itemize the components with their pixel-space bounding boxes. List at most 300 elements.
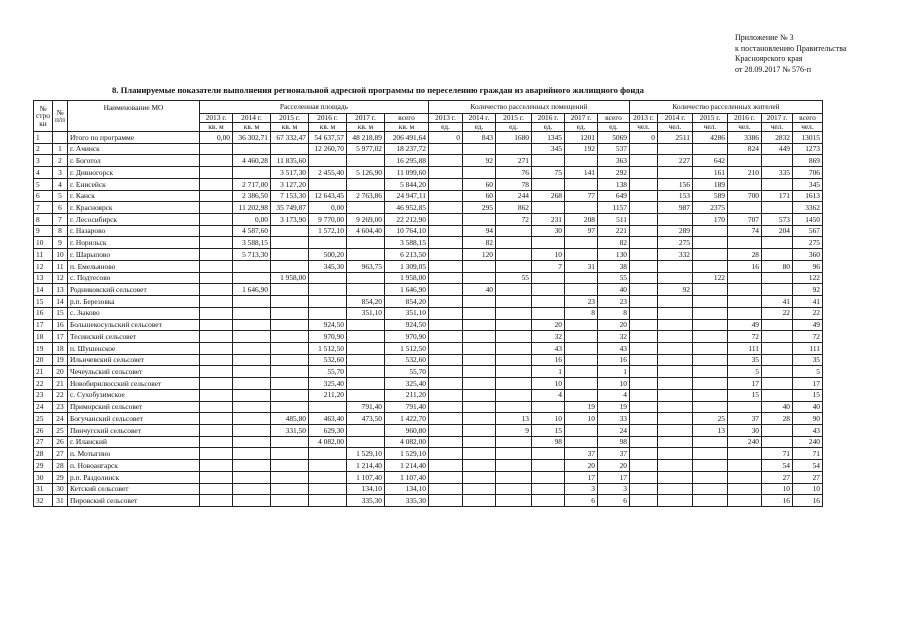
- rooms-value-cell: [428, 413, 462, 425]
- area-value-cell: [308, 495, 346, 507]
- header-unit: чел.: [761, 123, 792, 132]
- residents-value-cell: [761, 331, 792, 343]
- residents-value-cell: 54: [761, 460, 792, 472]
- table-row: [34, 237, 823, 249]
- table-row: [34, 202, 823, 214]
- area-value-cell: 55,70: [308, 366, 346, 378]
- table-row: [34, 354, 823, 366]
- residents-value-cell: 153: [657, 190, 692, 202]
- row-number-cell: 13: [34, 272, 53, 284]
- header-no-part: стро: [36, 111, 50, 121]
- rooms-value-cell: 16: [597, 354, 629, 366]
- rooms-value-cell: [495, 389, 531, 401]
- table-row: [34, 413, 823, 425]
- municipality-name-cell: г. Ачинск: [67, 143, 199, 155]
- area-value-cell: [199, 167, 232, 179]
- area-value-cell: [270, 448, 308, 460]
- area-value-cell: [199, 495, 232, 507]
- rooms-value-cell: 221: [597, 225, 629, 237]
- area-value-cell: [346, 155, 384, 167]
- rooms-value-cell: 6: [564, 495, 597, 507]
- rooms-value-cell: 94: [462, 225, 495, 237]
- pp-number-cell: 21: [53, 378, 68, 390]
- residents-value-cell: [657, 214, 692, 226]
- row-number-cell: 29: [34, 460, 53, 472]
- rooms-value-cell: [495, 483, 531, 495]
- rooms-value-cell: [428, 389, 462, 401]
- area-value-cell: [199, 143, 232, 155]
- residents-value-cell: [657, 354, 692, 366]
- residents-value-cell: 2375: [692, 202, 727, 214]
- residents-value-cell: [629, 272, 657, 284]
- municipality-name-cell: п. Мотыгино: [67, 448, 199, 460]
- residents-value-cell: 30: [727, 424, 761, 436]
- residents-value-cell: [692, 249, 727, 261]
- header-unit: кв. м: [232, 123, 270, 132]
- residents-value-cell: [761, 342, 792, 354]
- area-value-cell: [232, 471, 270, 483]
- appendix-line-4: от 28.09.2017 № 576-п: [735, 64, 811, 74]
- rooms-value-cell: [428, 237, 462, 249]
- rooms-value-cell: [462, 483, 495, 495]
- row-number-cell: 19: [34, 342, 53, 354]
- residents-value-cell: 2832: [761, 132, 792, 144]
- residents-value-cell: [727, 448, 761, 460]
- document-title: 8. Планируемые показатели выполнения региональной адресной программы по переселению граждан из аварийного жилищного фонда: [112, 85, 644, 95]
- residents-value-cell: 642: [692, 155, 727, 167]
- pp-number-cell: 2: [53, 155, 68, 167]
- rooms-value-cell: [428, 167, 462, 179]
- residents-value-cell: [629, 155, 657, 167]
- residents-value-cell: [761, 378, 792, 390]
- area-value-cell: [270, 366, 308, 378]
- table-row: [34, 272, 823, 284]
- municipality-name-cell: г. Лесосибирск: [67, 214, 199, 226]
- header-year: 2015 г.: [495, 114, 531, 123]
- residents-value-cell: [629, 342, 657, 354]
- residents-value-cell: [692, 401, 727, 413]
- residents-value-cell: 17: [792, 378, 822, 390]
- residents-value-cell: 111: [727, 342, 761, 354]
- header-pp-part: п/п: [55, 115, 65, 124]
- municipality-name-cell: г. Канск: [67, 190, 199, 202]
- residents-value-cell: [692, 448, 727, 460]
- area-value-cell: 473,50: [346, 413, 384, 425]
- area-value-cell: [232, 483, 270, 495]
- rooms-value-cell: [462, 389, 495, 401]
- area-value-cell: 1 422,70: [384, 413, 428, 425]
- area-value-cell: 54 637,57: [308, 132, 346, 144]
- area-value-cell: [346, 354, 384, 366]
- area-value-cell: 1 214,40: [384, 460, 428, 472]
- residents-value-cell: [761, 202, 792, 214]
- header-unit: ед.: [495, 123, 531, 132]
- appendix-line-1: Приложение № 3: [735, 33, 794, 42]
- table-row: [34, 260, 823, 272]
- municipality-name-cell: г. Красноярск: [67, 202, 199, 214]
- pp-number-cell: 19: [53, 354, 68, 366]
- area-value-cell: 36 302,71: [232, 132, 270, 144]
- rooms-value-cell: [495, 401, 531, 413]
- rooms-value-cell: [495, 448, 531, 460]
- header-unit: чел.: [792, 123, 822, 132]
- residents-value-cell: [727, 155, 761, 167]
- rooms-value-cell: [564, 319, 597, 331]
- residents-value-cell: [761, 284, 792, 296]
- rooms-value-cell: 32: [531, 331, 564, 343]
- area-value-cell: [270, 284, 308, 296]
- rooms-value-cell: [531, 307, 564, 319]
- area-value-cell: [199, 424, 232, 436]
- area-value-cell: [199, 413, 232, 425]
- rooms-value-cell: 82: [462, 237, 495, 249]
- area-value-cell: [232, 143, 270, 155]
- rooms-value-cell: [428, 483, 462, 495]
- area-value-cell: [199, 178, 232, 190]
- residents-value-cell: 345: [792, 178, 822, 190]
- pp-number-cell: 6: [53, 202, 68, 214]
- area-value-cell: [346, 284, 384, 296]
- rooms-value-cell: 1345: [531, 132, 564, 144]
- rooms-value-cell: [531, 202, 564, 214]
- rooms-value-cell: 1201: [564, 132, 597, 144]
- rooms-value-cell: [462, 401, 495, 413]
- area-value-cell: [270, 331, 308, 343]
- area-value-cell: 1 512,50: [308, 342, 346, 354]
- rooms-value-cell: 8: [597, 307, 629, 319]
- rooms-value-cell: 30: [531, 225, 564, 237]
- residents-value-cell: [629, 389, 657, 401]
- area-value-cell: 46 952,85: [384, 202, 428, 214]
- rooms-value-cell: [564, 378, 597, 390]
- residents-value-cell: 13015: [792, 132, 822, 144]
- rooms-value-cell: [428, 284, 462, 296]
- rooms-value-cell: [462, 436, 495, 448]
- area-value-cell: 11 202,98: [232, 202, 270, 214]
- rooms-value-cell: [495, 471, 531, 483]
- residents-value-cell: [761, 319, 792, 331]
- area-value-cell: 211,20: [308, 389, 346, 401]
- rooms-value-cell: [428, 471, 462, 483]
- area-value-cell: 5 977,02: [346, 143, 384, 155]
- row-number-cell: 23: [34, 389, 53, 401]
- residents-value-cell: 3362: [792, 202, 822, 214]
- residents-value-cell: [629, 413, 657, 425]
- residents-value-cell: [629, 366, 657, 378]
- residents-value-cell: [692, 237, 727, 249]
- rooms-value-cell: 120: [462, 249, 495, 261]
- residents-value-cell: 72: [792, 331, 822, 343]
- header-year: всего: [792, 114, 822, 123]
- rooms-value-cell: 60: [462, 178, 495, 190]
- rooms-value-cell: 5069: [597, 132, 629, 144]
- header-unit: кв. м: [308, 123, 346, 132]
- area-value-cell: [199, 460, 232, 472]
- residents-value-cell: 275: [792, 237, 822, 249]
- residents-value-cell: [629, 143, 657, 155]
- rooms-value-cell: [531, 471, 564, 483]
- row-number-cell: 31: [34, 483, 53, 495]
- rooms-value-cell: 43: [531, 342, 564, 354]
- row-number-cell: 10: [34, 237, 53, 249]
- rooms-value-cell: [495, 354, 531, 366]
- residents-value-cell: [657, 436, 692, 448]
- rooms-value-cell: 97: [564, 225, 597, 237]
- header-year: 2013 г.: [199, 114, 232, 123]
- residents-value-cell: [629, 214, 657, 226]
- residents-value-cell: 706: [792, 167, 822, 179]
- pp-number-cell: 25: [53, 424, 68, 436]
- rooms-value-cell: 77: [564, 190, 597, 202]
- table-row: [34, 143, 823, 155]
- pp-number-cell: 7: [53, 214, 68, 226]
- area-value-cell: 22 212,90: [384, 214, 428, 226]
- header-unit: ед.: [531, 123, 564, 132]
- rooms-value-cell: [428, 424, 462, 436]
- residents-value-cell: [692, 225, 727, 237]
- area-value-cell: [346, 331, 384, 343]
- pp-number-cell: 5: [53, 190, 68, 202]
- area-value-cell: 351,10: [346, 307, 384, 319]
- area-value-cell: 211,20: [384, 389, 428, 401]
- appendix-line-2: к постановлению Правительства: [735, 43, 847, 53]
- municipality-name-cell: Пинчугский сельсовет: [67, 424, 199, 436]
- residents-value-cell: [629, 331, 657, 343]
- area-value-cell: 854,20: [384, 296, 428, 308]
- residents-value-cell: [692, 354, 727, 366]
- rooms-value-cell: [428, 460, 462, 472]
- rooms-value-cell: [564, 178, 597, 190]
- area-value-cell: [346, 389, 384, 401]
- residents-value-cell: 28: [727, 249, 761, 261]
- rooms-value-cell: [531, 448, 564, 460]
- rooms-value-cell: [564, 354, 597, 366]
- rooms-value-cell: 33: [597, 413, 629, 425]
- rooms-value-cell: 208: [564, 214, 597, 226]
- residents-value-cell: 15: [727, 389, 761, 401]
- header-year: 2013 г.: [428, 114, 462, 123]
- rooms-value-cell: [428, 354, 462, 366]
- rooms-value-cell: [462, 342, 495, 354]
- rooms-value-cell: [462, 460, 495, 472]
- area-value-cell: [270, 483, 308, 495]
- rooms-value-cell: [564, 155, 597, 167]
- residents-value-cell: [657, 272, 692, 284]
- area-value-cell: [232, 272, 270, 284]
- rooms-value-cell: [495, 366, 531, 378]
- municipality-name-cell: Ильичевский сельсовет: [67, 354, 199, 366]
- rooms-value-cell: 10: [531, 378, 564, 390]
- residents-value-cell: 49: [727, 319, 761, 331]
- residents-value-cell: [657, 296, 692, 308]
- area-value-cell: [232, 342, 270, 354]
- municipality-name-cell: Родниковский сельсовет: [67, 284, 199, 296]
- residents-value-cell: [657, 307, 692, 319]
- rooms-value-cell: 78: [495, 178, 531, 190]
- residents-value-cell: [692, 483, 727, 495]
- table-row: [34, 225, 823, 237]
- residents-value-cell: 40: [792, 401, 822, 413]
- residents-value-cell: 43: [792, 424, 822, 436]
- area-value-cell: [308, 155, 346, 167]
- residents-value-cell: 589: [692, 190, 727, 202]
- table-row: [34, 342, 823, 354]
- rooms-value-cell: 9: [495, 424, 531, 436]
- residents-value-cell: 92: [792, 284, 822, 296]
- residents-value-cell: [692, 436, 727, 448]
- residents-value-cell: [629, 319, 657, 331]
- residents-value-cell: 824: [727, 143, 761, 155]
- table-row: [34, 307, 823, 319]
- rooms-value-cell: 345: [531, 143, 564, 155]
- rooms-value-cell: [428, 260, 462, 272]
- area-value-cell: 960,80: [384, 424, 428, 436]
- area-value-cell: [232, 167, 270, 179]
- rooms-value-cell: [428, 143, 462, 155]
- header-group-residents: Количество расселенных жителей: [629, 101, 822, 114]
- rooms-value-cell: 141: [564, 167, 597, 179]
- rooms-value-cell: [462, 307, 495, 319]
- area-value-cell: 4 587,60: [232, 225, 270, 237]
- pp-number-cell: 30: [53, 483, 68, 495]
- pp-number-cell: 26: [53, 436, 68, 448]
- row-number-cell: 16: [34, 307, 53, 319]
- table-row: [34, 483, 823, 495]
- row-number-cell: 14: [34, 284, 53, 296]
- area-value-cell: [199, 331, 232, 343]
- residents-value-cell: 22: [792, 307, 822, 319]
- rooms-value-cell: [462, 260, 495, 272]
- row-number-cell: 17: [34, 319, 53, 331]
- municipality-name-cell: Приморский сельсовет: [67, 401, 199, 413]
- rooms-value-cell: 38: [597, 260, 629, 272]
- residents-value-cell: [761, 389, 792, 401]
- rooms-value-cell: 19: [597, 401, 629, 413]
- table-row: [34, 178, 823, 190]
- area-value-cell: 4 460,28: [232, 155, 270, 167]
- rooms-value-cell: 7: [531, 260, 564, 272]
- area-value-cell: 4 604,40: [346, 225, 384, 237]
- header-name: Наименование МО: [67, 101, 199, 132]
- residents-value-cell: 49: [792, 319, 822, 331]
- table-row: [34, 284, 823, 296]
- rooms-value-cell: [462, 366, 495, 378]
- area-value-cell: 325,40: [384, 378, 428, 390]
- rooms-value-cell: 244: [495, 190, 531, 202]
- rooms-value-cell: [428, 342, 462, 354]
- row-number-cell: 22: [34, 378, 53, 390]
- area-value-cell: 16 295,88: [384, 155, 428, 167]
- header-group-rooms: Количество расселенных помещений: [428, 101, 629, 114]
- residents-value-cell: [657, 471, 692, 483]
- pp-number-cell: 13: [53, 284, 68, 296]
- pp-number-cell: 15: [53, 307, 68, 319]
- row-number-cell: 15: [34, 296, 53, 308]
- residents-value-cell: 210: [727, 167, 761, 179]
- area-value-cell: 1 958,00: [384, 272, 428, 284]
- residents-value-cell: 25: [692, 413, 727, 425]
- header-unit: кв. м: [346, 123, 384, 132]
- area-value-cell: [346, 378, 384, 390]
- area-value-cell: [199, 296, 232, 308]
- rooms-value-cell: [462, 354, 495, 366]
- residents-value-cell: 1450: [792, 214, 822, 226]
- rooms-value-cell: 0: [428, 132, 462, 144]
- rooms-value-cell: 511: [597, 214, 629, 226]
- area-value-cell: 5 713,30: [232, 249, 270, 261]
- area-value-cell: 331,50: [270, 424, 308, 436]
- rooms-value-cell: 60: [462, 190, 495, 202]
- rooms-value-cell: 17: [597, 471, 629, 483]
- area-value-cell: [346, 237, 384, 249]
- rooms-value-cell: 20: [531, 319, 564, 331]
- area-value-cell: [270, 389, 308, 401]
- row-number-cell: 11: [34, 249, 53, 261]
- row-number-cell: 26: [34, 424, 53, 436]
- area-value-cell: [232, 460, 270, 472]
- residents-value-cell: [692, 471, 727, 483]
- rooms-value-cell: [531, 495, 564, 507]
- residents-value-cell: [629, 190, 657, 202]
- area-value-cell: [346, 178, 384, 190]
- area-value-cell: [232, 401, 270, 413]
- area-value-cell: [199, 471, 232, 483]
- residents-value-cell: [727, 178, 761, 190]
- pp-number-cell: 18: [53, 342, 68, 354]
- area-value-cell: 3 127,20: [270, 178, 308, 190]
- area-value-cell: 9 770,00: [308, 214, 346, 226]
- pp-number-cell: 23: [53, 401, 68, 413]
- header-year: 2016 г.: [531, 114, 564, 123]
- residents-value-cell: [629, 424, 657, 436]
- area-value-cell: [199, 366, 232, 378]
- residents-value-cell: [657, 319, 692, 331]
- rooms-value-cell: 295: [462, 202, 495, 214]
- table-row: [34, 167, 823, 179]
- area-value-cell: [199, 225, 232, 237]
- rooms-value-cell: 98: [597, 436, 629, 448]
- residents-value-cell: 240: [727, 436, 761, 448]
- residents-value-cell: [727, 307, 761, 319]
- municipality-name-cell: п. Шушенское: [67, 342, 199, 354]
- rooms-value-cell: [564, 249, 597, 261]
- area-value-cell: [232, 354, 270, 366]
- rooms-value-cell: [428, 495, 462, 507]
- municipality-name-cell: с. Подтесово: [67, 272, 199, 284]
- rooms-value-cell: [428, 214, 462, 226]
- header-unit: кв. м: [384, 123, 428, 132]
- rooms-value-cell: 862: [495, 202, 531, 214]
- residents-value-cell: [629, 401, 657, 413]
- area-value-cell: [270, 307, 308, 319]
- residents-value-cell: [692, 389, 727, 401]
- residents-value-cell: 92: [657, 284, 692, 296]
- residents-value-cell: 204: [761, 225, 792, 237]
- table-row: [34, 155, 823, 167]
- residents-value-cell: [692, 307, 727, 319]
- rooms-value-cell: [462, 319, 495, 331]
- area-value-cell: 67 332,47: [270, 132, 308, 144]
- pp-number-cell: 29: [53, 471, 68, 483]
- residents-value-cell: 80: [761, 260, 792, 272]
- rooms-value-cell: [495, 342, 531, 354]
- rooms-value-cell: 32: [597, 331, 629, 343]
- area-value-cell: 2 455,40: [308, 167, 346, 179]
- residents-value-cell: 156: [657, 178, 692, 190]
- residents-value-cell: 171: [761, 190, 792, 202]
- row-number-cell: 20: [34, 354, 53, 366]
- municipality-name-cell: г. Иланский: [67, 436, 199, 448]
